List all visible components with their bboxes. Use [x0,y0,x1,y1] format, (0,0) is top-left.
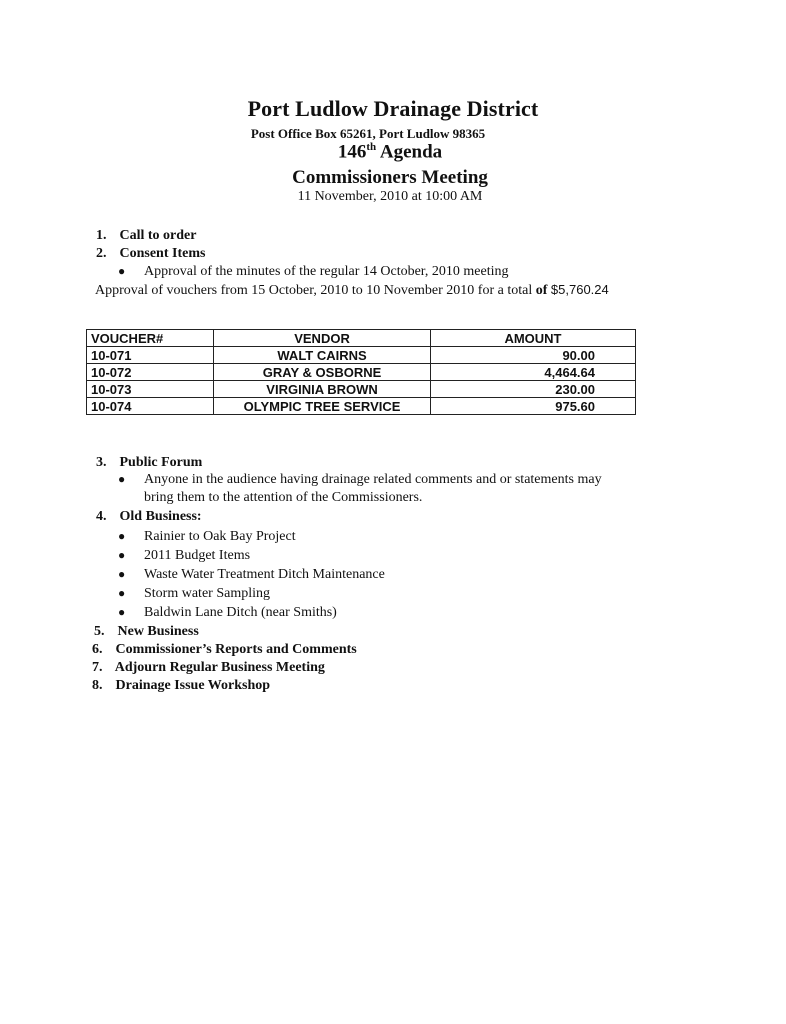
old-business-bullet: ● Waste Water Treatment Ditch Maintenance [118,567,385,582]
bullet-icon: ● [118,567,126,581]
agenda-item-3: 3. Public Forum [96,455,203,470]
vouchers-of: of [535,283,551,298]
old-business-bullet: ● Rainier to Oak Bay Project [118,529,296,544]
agenda-item-7: 7. Adjourn Regular Business Meeting [92,660,325,675]
consent-bullet: ● Approval of the minutes of the regular 14 October, 2010 meeting [118,264,509,279]
agenda-item-label: Old Business: [119,509,202,524]
bullet-icon: ● [118,264,126,278]
bullet-icon: ● [118,472,126,486]
bullet-icon: ● [118,529,126,543]
agenda-item-label: Commissioner’s Reports and Comments [115,642,357,657]
table-row [87,364,636,381]
agenda-item-2: 2. Consent Items [96,246,206,261]
voucher-number: 10-074 [87,398,214,415]
agenda-heading [0,141,780,163]
agenda-item-label: Adjourn Regular Business Meeting [114,660,325,675]
old-business-bullet: ● 2011 Budget Items [118,548,251,563]
amount: 90.00 [430,347,635,364]
vouchers-approval: Approval of vouchers from 15 October, 2010 to 10 November 2010 for a total of $5,760.24 [95,282,609,298]
amount: 230.00 [430,381,635,398]
vendor: OLYMPIC TREE SERVICE [214,398,431,415]
voucher-table [86,329,636,415]
vouchers-total: $5,760.24 [550,282,609,297]
bullet-icon: ● [118,586,126,600]
address: Post Office Box 65261, Port Ludlow 98365 [250,126,486,141]
vendor: GRAY & OSBORNE [214,364,431,381]
agenda-item-5: 5. New Business [94,624,199,639]
old-business-bullet: ● Baldwin Lane Ditch (near Smiths) [118,605,337,620]
agenda-item-4: 4. Old Business: [96,509,202,524]
table-row [87,347,636,364]
amount: 4,464.64 [430,364,635,381]
table-header-row [87,330,636,347]
agenda-item-1: 1. Call to order [96,228,197,243]
agenda-item-8: 8. Drainage Issue Workshop [92,678,271,693]
bullet-icon: ● [118,605,126,619]
agenda-number: 146 [337,141,367,163]
voucher-number: 10-073 [87,381,214,398]
agenda-item-label: Call to order [119,228,197,243]
table-row [87,381,636,398]
agenda-item-label: New Business [117,624,199,639]
vendor: VIRGINIA BROWN [214,381,431,398]
voucher-number: 10-071 [87,347,214,364]
document-title: Port Ludlow Drainage District [247,96,539,121]
column-header-amount: AMOUNT [430,330,635,347]
public-forum-bullet-cont: bring them to the attention of the Commissioners. [144,490,423,505]
amount: 975.60 [430,398,635,415]
bullet-icon: ● [118,548,126,562]
agenda-label: Agenda [379,141,443,163]
vendor: WALT CAIRNS [214,347,431,364]
voucher-number: 10-072 [87,364,214,381]
old-business-bullet: ● Storm water Sampling [118,586,270,601]
table-row [87,398,636,415]
column-header-vendor: VENDOR [214,330,431,347]
agenda-item-label: Public Forum [119,455,203,470]
agenda-item-6: 6. Commissioner’s Reports and Comments [92,642,357,657]
agenda-item-label: Consent Items [119,246,206,261]
public-forum-bullet: ● Anyone in the audience having drainage related comments and or statements may [118,472,602,487]
agenda-suffix: th [366,141,377,153]
column-header-voucher: VOUCHER# [87,330,214,347]
agenda-item-label: Drainage Issue Workshop [115,678,271,693]
meeting-title: Commissioners Meeting [292,167,488,188]
meeting-datetime: 11 November, 2010 at 10:00 AM [297,189,483,204]
